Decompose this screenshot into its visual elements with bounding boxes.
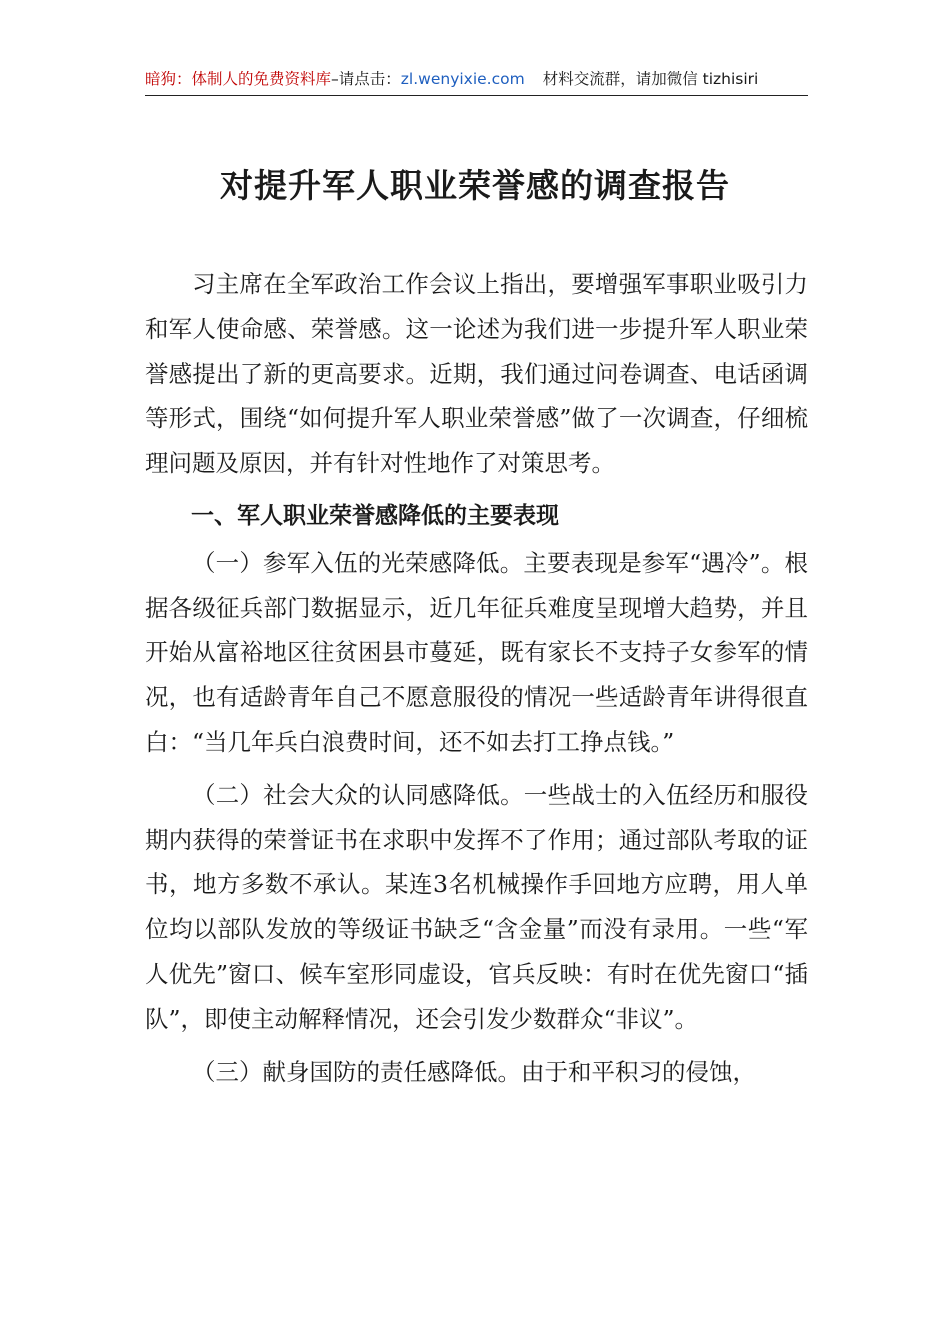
subsection-3-paragraph: （三）献身国防的责任感降低。由于和平积习的侵蚀， xyxy=(192,1057,756,1086)
page-header xyxy=(145,62,808,96)
intro-paragraph: 习主席在全军政治工作会议上指出，要增强军事职业吸引力和军人使命感、荣誉感。这一论述为我们进一步提升军人职业荣誉感提出了新的更高要求。近期，我们通过问卷调查、电话函调等形式，围绕“如何提升军人职业荣誉感”做了一次调查，仔细梳理问题及原因，并有针对性地作了对策思考。 xyxy=(145,270,808,478)
document-title: 对提升军人职业荣誉感的调查报告 xyxy=(220,166,730,205)
header-group-text: 材料交流群，请加微信 tizhisiri xyxy=(542,70,759,88)
header-brand: 暗狗：体制人的免费资料库 xyxy=(145,70,332,88)
subsection-2-paragraph: （二）社会大众的认同感降低。一些战士的入伍经历和服役期内获得的荣誉证书在求职中发挥不了作用；通过部队考取的证书，地方多数不承认。某连3名机械操作手回地方应聘，用人单位均以部队发放的等级证书缺乏“含金量”而没有录用。一些“军人优先”窗口、候车室形同虚设，官兵反映：有时在优先窗口“插队”，即使主动解释情况，还会引发少数群众“非议”。 xyxy=(145,780,808,1033)
document-body xyxy=(145,262,808,1094)
header-url-link[interactable]: zl.wenyixie.com xyxy=(400,70,525,88)
section-heading: 一、军人职业荣誉感降低的主要表现 xyxy=(191,502,559,529)
header-click-prefix: –请点击： xyxy=(331,70,401,88)
subsection-1-paragraph: （一）参军入伍的光荣感降低。主要表现是参军“遇冷”。根据各级征兵部门数据显示，近几年征兵难度呈现增大趋势，并且开始从富裕地区往贫困县市蔓延，既有家长不支持子女参军的情况，也有适龄青年自己不愿意服役的情况一些适龄青年讲得很直白：“当几年兵白浪费时间，还不如去打工挣点钱。” xyxy=(145,548,808,756)
